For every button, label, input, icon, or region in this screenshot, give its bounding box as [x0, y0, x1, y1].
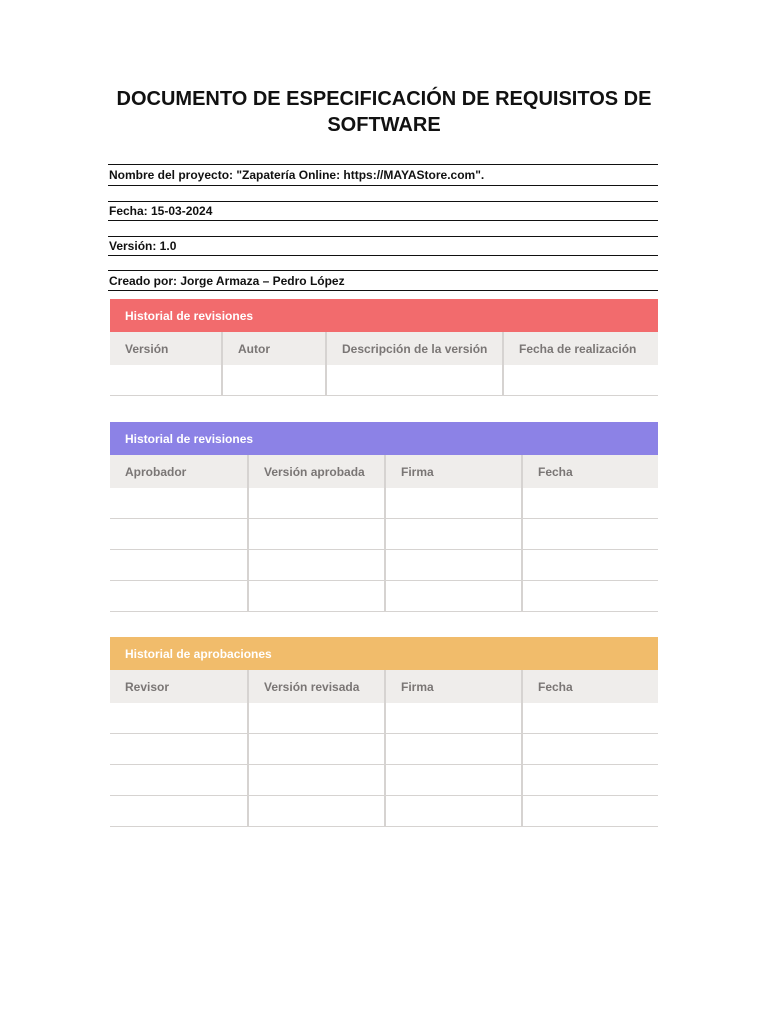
table-cell[interactable] — [110, 519, 247, 550]
table-cell[interactable] — [110, 703, 247, 734]
table-cell[interactable] — [247, 734, 384, 765]
table-cell[interactable] — [521, 581, 658, 612]
table-cell[interactable] — [521, 796, 658, 827]
table-cell[interactable] — [384, 796, 521, 827]
table-cell[interactable] — [110, 550, 247, 581]
author-field: Creado por: Jorge Armaza – Pedro López — [108, 270, 658, 291]
date-field: Fecha: 15-03-2024 — [108, 201, 658, 221]
table-header-bar: Historial de revisiones — [110, 299, 658, 332]
table-cell[interactable] — [110, 488, 247, 519]
table-cell[interactable] — [502, 365, 658, 396]
table-cell[interactable] — [384, 734, 521, 765]
table-cell[interactable] — [521, 488, 658, 519]
document-title: DOCUMENTO DE ESPECIFICACIÓN DE REQUISITOS DE SOFTWARE — [116, 88, 652, 136]
project-name-field: Nombre del proyecto: "Zapatería Online: https://MAYAStore.com". — [108, 164, 658, 186]
table-cell[interactable] — [384, 519, 521, 550]
table-cell[interactable] — [110, 734, 247, 765]
column-header: Versión — [110, 332, 221, 365]
version-field: Versión: 1.0 — [108, 236, 658, 256]
table-cell[interactable] — [110, 765, 247, 796]
table-cell[interactable] — [521, 550, 658, 581]
table-cell[interactable] — [110, 581, 247, 612]
table-cell[interactable] — [247, 765, 384, 796]
table-cell[interactable] — [247, 796, 384, 827]
column-header: Fecha — [521, 670, 658, 703]
table-cell[interactable] — [384, 488, 521, 519]
table-cell[interactable] — [247, 488, 384, 519]
table-cell[interactable] — [521, 703, 658, 734]
revision-history-table — [110, 299, 658, 396]
table-cell[interactable] — [384, 765, 521, 796]
table-header-bar: Historial de aprobaciones — [110, 637, 658, 670]
column-header: Fecha — [521, 455, 658, 488]
table-cell[interactable] — [521, 734, 658, 765]
column-header: Firma — [384, 455, 521, 488]
table-cell[interactable] — [521, 765, 658, 796]
table-cell[interactable] — [384, 581, 521, 612]
column-header: Fecha de realización — [502, 332, 658, 365]
table-cell[interactable] — [384, 703, 521, 734]
table-grid — [110, 670, 658, 827]
approver-history-table — [110, 422, 658, 612]
column-header: Versión aprobada — [247, 455, 384, 488]
table-cell[interactable] — [247, 550, 384, 581]
table-grid — [110, 455, 658, 612]
column-header: Versión revisada — [247, 670, 384, 703]
column-header: Descripción de la versión — [325, 332, 502, 365]
table-cell[interactable] — [110, 796, 247, 827]
table-cell[interactable] — [247, 581, 384, 612]
table-cell[interactable] — [221, 365, 325, 396]
table-cell[interactable] — [325, 365, 502, 396]
column-header: Revisor — [110, 670, 247, 703]
column-header: Aprobador — [110, 455, 247, 488]
column-header: Firma — [384, 670, 521, 703]
column-header: Autor — [221, 332, 325, 365]
approval-history-table — [110, 637, 658, 827]
table-cell[interactable] — [247, 519, 384, 550]
table-cell[interactable] — [384, 550, 521, 581]
table-cell[interactable] — [521, 519, 658, 550]
table-cell[interactable] — [110, 365, 221, 396]
table-header-bar: Historial de revisiones — [110, 422, 658, 455]
table-grid — [110, 332, 658, 396]
table-cell[interactable] — [247, 703, 384, 734]
